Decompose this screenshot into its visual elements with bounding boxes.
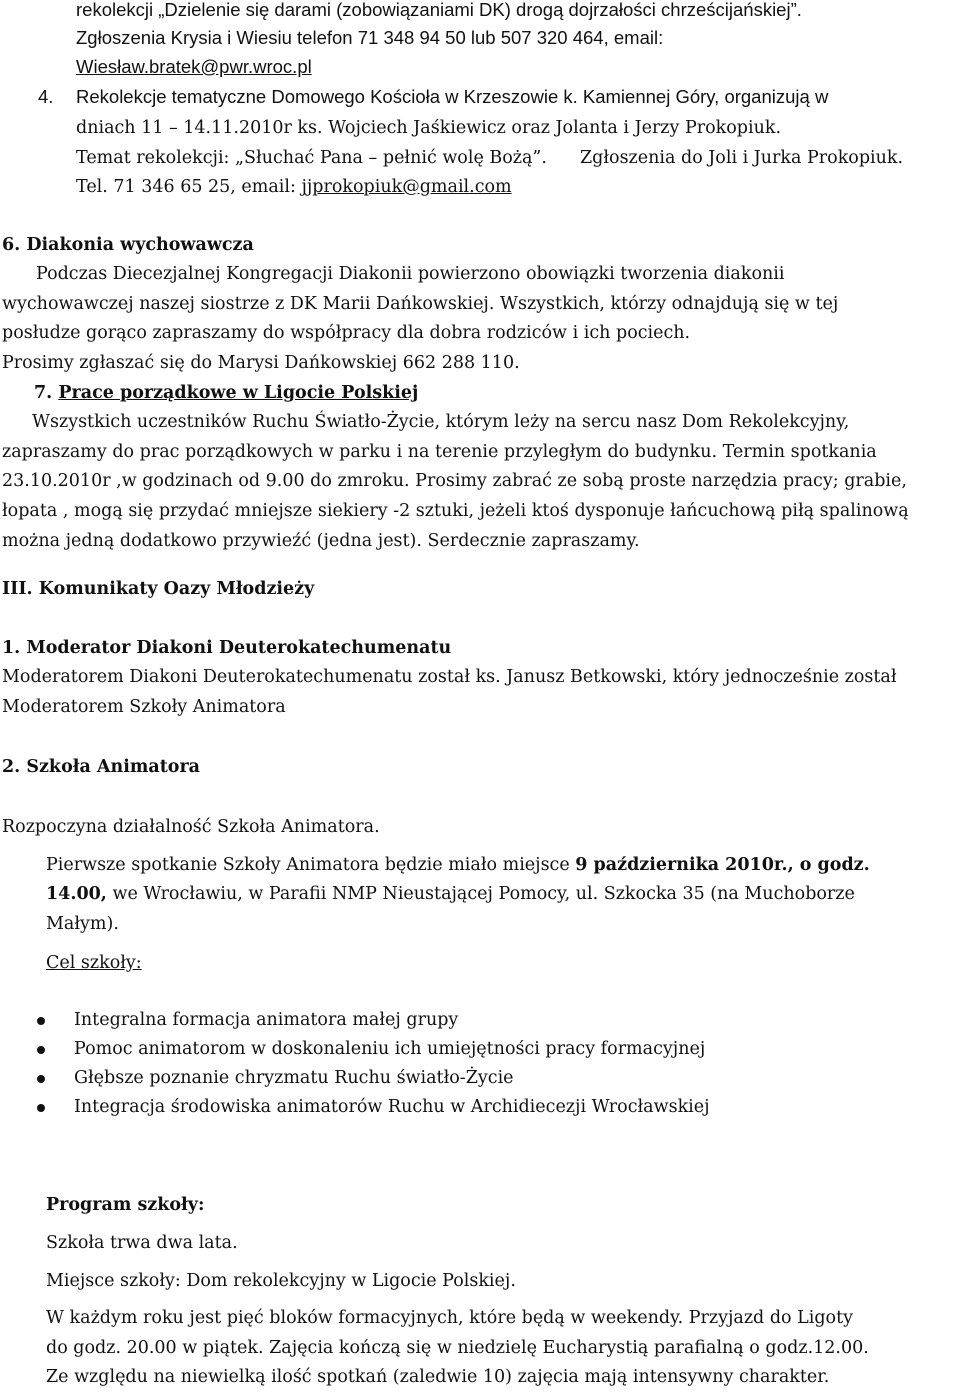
bullet-icon <box>37 1104 45 1112</box>
list-item: Integralna formacja animatora małej grupy <box>74 1010 459 1030</box>
list-item: Głębsze poznanie chryzmatu Ruchu światło-Życie <box>74 1068 514 1088</box>
text-line <box>46 882 855 906</box>
date-text: 9 października 2010r., o godz. <box>575 855 870 875</box>
text-line: Temat rekolekcji: „Słuchać Pana – pełnić wolę Bożą”. <box>76 148 547 168</box>
text-line: można jedną dodatkowo przywieźć (jedna jest). Serdecznie zapraszamy. <box>2 531 640 551</box>
text-line <box>76 175 512 199</box>
goals-heading: Cel szkoły: <box>46 953 142 973</box>
email-link[interactable]: Wiesław.bratek@pwr.wroc.pl <box>76 56 312 77</box>
text-line: rekolekcji „Dzielenie się darami (zobowiązaniami DK) drogą dojrzałości chrześcijańskiej”. <box>76 0 802 20</box>
text-line: 23.10.2010r ,w godzinach od 9.00 do zmroku. Prosimy zabrać ze sobą proste narzędzia pracy; grabie, <box>2 471 907 491</box>
text-span: we Wrocławiu, w Parafii NMP Nieustającej Pomocy, ul. Szkocka 35 (na Muchoborze <box>106 884 855 904</box>
section-heading: III. Komunikaty Oazy Młodzieży <box>2 579 315 599</box>
bullet-icon <box>37 1017 45 1025</box>
text-line: dniach 11 – 14.11.2010r ks. Wojciech Jaśkiewicz oraz Jolanta i Jerzy Prokopiuk. <box>76 118 782 138</box>
time-text: 14.00, <box>46 884 107 904</box>
text-line: Rozpoczyna działalność Szkoła Animatora. <box>2 817 380 837</box>
text-line: Podczas Diecezjalnej Kongregacji Diakonii powierzono obowiązki tworzenia diakonii <box>36 264 785 284</box>
text-line: Miejsce szkoły: Dom rekolekcyjny w Ligocie Polskiej. <box>46 1271 516 1291</box>
text-line: łopata , mogą się przydać mniejsze siekiery -2 sztuki, jeżeli ktoś dysponuje łańcuchową piłą spalinową <box>2 501 909 521</box>
section-title: Prace porządkowe w Ligocie Polskiej <box>58 383 419 403</box>
text-line: Ze względu na niewielką ilość spotkań (zaledwie 10) zajęcia mają intensywny charakter. <box>46 1367 830 1387</box>
tel-text: Tel. 71 346 65 25, email: <box>76 177 302 197</box>
text-line: Małym). <box>46 914 119 934</box>
bullet-icon <box>37 1075 45 1083</box>
subsection-heading: 2. Szkoła Animatora <box>2 757 201 777</box>
list-item: Pomoc animatorom w doskonaleniu ich umiejętności pracy formacyjnej <box>74 1039 706 1059</box>
text-line <box>46 853 870 877</box>
list-number: 4. <box>38 86 54 107</box>
bullet-icon <box>37 1046 45 1054</box>
text-span: Pierwsze spotkanie Szkoły Animatora będzie miało miejsce <box>46 855 576 875</box>
text-line: do godz. 20.00 w piątek. Zajęcia kończą się w niedzielę Eucharystią parafialną o godz.12.00. <box>46 1338 869 1358</box>
email-link[interactable]: jjprokopiuk@gmail.com <box>301 177 512 197</box>
text-line: Zgłoszenia do Joli i Jurka Prokopiuk. <box>580 148 904 168</box>
text-line: Wszystkich uczestników Ruchu Światło-Życie, którym leży na sercu nasz Dom Rekolekcyjny, <box>32 412 850 432</box>
text-line: Moderatorem Diakoni Deuterokatechumenatu został ks. Janusz Betkowski, który jednocześnie został <box>2 667 897 687</box>
text-line: Szkoła trwa dwa lata. <box>46 1233 238 1253</box>
text-line: Moderatorem Szkoły Animatora <box>2 697 286 717</box>
text-line: Rekolekcje tematyczne Domowego Kościoła w Krzeszowie k. Kamiennej Góry, organizują w <box>76 86 829 107</box>
text-line: zapraszamy do prac porządkowych w parku i na terenie przyległym do budynku. Termin spotkania <box>2 442 877 462</box>
subsection-heading: 1. Moderator Diakoni Deuterokatechumenatu <box>2 638 452 658</box>
text-line: posłudze gorąco zapraszamy do współpracy dla dobra rodziców i ich pociech. <box>2 323 691 343</box>
section-heading: 6. Diakonia wychowawcza <box>2 235 254 255</box>
text-line: W każdym roku jest pięć bloków formacyjnych, które będą w weekendy. Przyjazd do Ligoty <box>46 1308 853 1328</box>
text-line: Zgłoszenia Krysia i Wiesiu telefon 71 348 94 50 lub 507 320 464, email: <box>76 27 664 48</box>
text-line: wychowawczej naszej siostrze z DK Marii Dańkowskiej. Wszystkich, którzy odnajdują się w tej <box>2 294 839 314</box>
text-line: Prosimy zgłaszać się do Marysi Dańkowskiej 662 288 110. <box>2 353 520 373</box>
section-number: 7. <box>34 383 53 403</box>
section-heading <box>34 381 418 405</box>
list-item: Integracja środowiska animatorów Ruchu w Archidiecezji Wrocławskiej <box>74 1097 710 1117</box>
program-heading: Program szkoły: <box>46 1195 205 1215</box>
